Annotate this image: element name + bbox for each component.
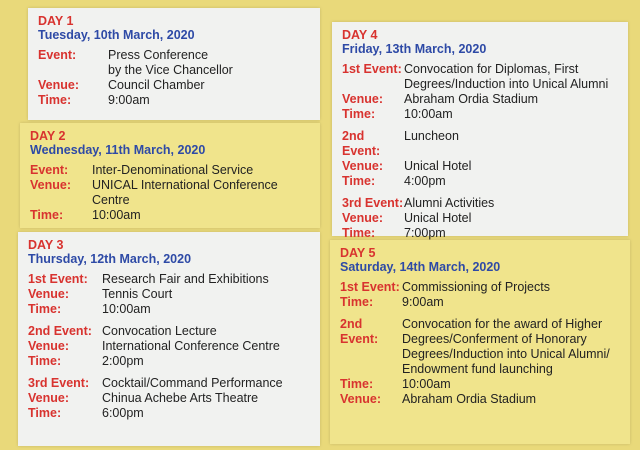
day4-e1-time: 10:00am (404, 107, 453, 121)
day3-e2: Convocation Lecture (102, 324, 217, 338)
day3-e3: Cocktail/Command Performance (102, 376, 283, 390)
day1-venue-label: Venue: (38, 78, 79, 92)
day1-event-line1: Press Conference (108, 48, 209, 62)
day5-e1: Commissioning of Projects (402, 280, 550, 294)
day4-e1-venue-row (342, 92, 618, 107)
day5-e1-row (340, 280, 620, 295)
day1-card (28, 8, 320, 120)
day5-e1-time-row (340, 295, 620, 310)
day4-card (332, 22, 628, 240)
day4-e2-time: 4:00pm (404, 174, 446, 188)
day3-e3-label: 3rd Event: (28, 376, 90, 390)
day2-date: Wednesday, 11th March, 2020 (30, 143, 206, 157)
day4-e3-venue-row (342, 211, 618, 226)
day4-e1-line2: Degrees/Induction into Unical Alumni (404, 77, 609, 91)
day5-e2-time-row (340, 377, 620, 392)
day3-e3-time-row (28, 406, 310, 421)
day4-e2-time-row (342, 174, 618, 189)
day3-e2-label: 2nd Event: (28, 324, 92, 338)
day2-time-label: Time: (30, 208, 64, 222)
day3-e3-venue-label: Venue: (28, 391, 69, 405)
day2-venue: UNICAL International Conference Centre (92, 178, 278, 207)
day3-heading: DAY 3 (28, 238, 64, 252)
day3-e1-label: 1st Event: (28, 272, 88, 286)
day2-venue-row (30, 178, 310, 208)
day4-e1-label: 1st Event: (342, 62, 402, 76)
day4-e1-time-row (342, 107, 618, 122)
day1-venue: Council Chamber (108, 78, 205, 92)
day3-e3-row (28, 376, 310, 391)
day5-e2-row (340, 317, 620, 377)
day5-e2-line4: Endowment fund launching (402, 362, 553, 376)
day1-heading: DAY 1 (38, 14, 74, 28)
day1-event (108, 48, 233, 78)
day4-e1-venue: Abraham Ordia Stadium (404, 92, 539, 106)
day3-e1-time: 10:00am (102, 302, 151, 316)
day4-e2-time-label: Time: (342, 174, 376, 188)
day1-time-label: Time: (38, 93, 72, 107)
day4-e3-row (342, 196, 618, 211)
day2-time: 10:00am (92, 208, 141, 222)
day5-date: Saturday, 14th March, 2020 (340, 260, 501, 274)
day3-e2-time-row (28, 354, 310, 369)
day5-e2-time-label: Time: (340, 377, 374, 391)
day3-e1: Research Fair and Exhibitions (102, 272, 269, 286)
day2-time-row (30, 208, 310, 223)
day4-e3-label: 3rd Event: (342, 196, 404, 210)
day3-e2-venue: International Conference Centre (102, 339, 280, 353)
day5-e2-label: 2nd Event: (340, 317, 379, 346)
day3-e3-time-label: Time: (28, 406, 62, 420)
day3-e3-venue-row (28, 391, 310, 406)
day1-event-label: Event: (38, 48, 77, 62)
day4-e2-venue: Unical Hotel (404, 159, 472, 173)
day5-e1-time: 9:00am (402, 295, 444, 309)
day5-card (330, 240, 630, 444)
day4-e1 (404, 62, 608, 92)
day4-e3-venue-label: Venue: (342, 211, 383, 225)
day3-e2-row (28, 324, 310, 339)
day4-e2-label: 2nd Event: (342, 129, 381, 158)
day3-e1-venue-row (28, 287, 310, 302)
day3-e2-venue-row (28, 339, 310, 354)
day1-date: Tuesday, 10th March, 2020 (38, 28, 195, 42)
day3-e3-venue: Chinua Achebe Arts Theatre (102, 391, 259, 405)
day3-e3-time: 6:00pm (102, 406, 144, 420)
day4-e3-time: 7:00pm (404, 226, 446, 240)
day4-e2-venue-label: Venue: (342, 159, 383, 173)
day1-time: 9:00am (108, 93, 150, 107)
day3-date: Thursday, 12th March, 2020 (28, 252, 192, 266)
day1-event-row (38, 48, 310, 78)
day2-venue-label: Venue: (30, 178, 71, 192)
day3-e2-venue-label: Venue: (28, 339, 69, 353)
day2-heading: DAY 2 (30, 129, 66, 143)
day3-card (18, 232, 320, 446)
day4-e3-venue: Unical Hotel (404, 211, 472, 225)
day5-e2-line3: Degrees/Induction into Unical Alumni/ (402, 347, 610, 361)
day4-e3-time-label: Time: (342, 226, 376, 240)
day3-e1-venue-label: Venue: (28, 287, 69, 301)
day4-e2-venue-row (342, 159, 618, 174)
day5-e2 (402, 317, 610, 377)
day5-e2-venue-label: Venue: (340, 392, 381, 406)
day1-event-line2: by the Vice Chancellor (108, 63, 233, 77)
day3-e1-venue: Tennis Court (102, 287, 173, 301)
day3-e2-time-label: Time: (28, 354, 62, 368)
day2-card (20, 123, 320, 228)
day4-e1-venue-label: Venue: (342, 92, 383, 106)
day3-e2-time: 2:00pm (102, 354, 144, 368)
day2-event: Inter-Denominational Service (92, 163, 254, 177)
day5-e2-venue: Abraham Ordia Stadium (402, 392, 537, 406)
day4-e3: Alumni Activities (404, 196, 495, 210)
day4-e2: Luncheon (404, 129, 459, 143)
day5-e1-label: 1st Event: (340, 280, 400, 294)
day4-date: Friday, 13th March, 2020 (342, 42, 487, 56)
day4-heading: DAY 4 (342, 28, 378, 42)
day4-e1-line1: Convocation for Diplomas, First (404, 62, 579, 76)
day1-venue-row (38, 78, 310, 93)
day3-e1-time-row (28, 302, 310, 317)
day5-e2-line1: Convocation for the award of Higher (402, 317, 603, 331)
day5-heading: DAY 5 (340, 246, 376, 260)
day4-e1-row (342, 62, 618, 92)
day3-e1-time-label: Time: (28, 302, 62, 316)
day5-e2-line2: Degrees/Conferment of Honorary (402, 332, 587, 346)
day1-time-row (38, 93, 310, 108)
day5-e2-venue-row (340, 392, 620, 407)
day4-e2-row (342, 129, 618, 159)
day2-event-label: Event: (30, 163, 69, 177)
day3-e1-row (28, 272, 310, 287)
day4-e3-time-row (342, 226, 618, 241)
day4-e1-time-label: Time: (342, 107, 376, 121)
day5-e1-time-label: Time: (340, 295, 374, 309)
day2-event-row (30, 163, 310, 178)
day5-e2-time: 10:00am (402, 377, 451, 391)
